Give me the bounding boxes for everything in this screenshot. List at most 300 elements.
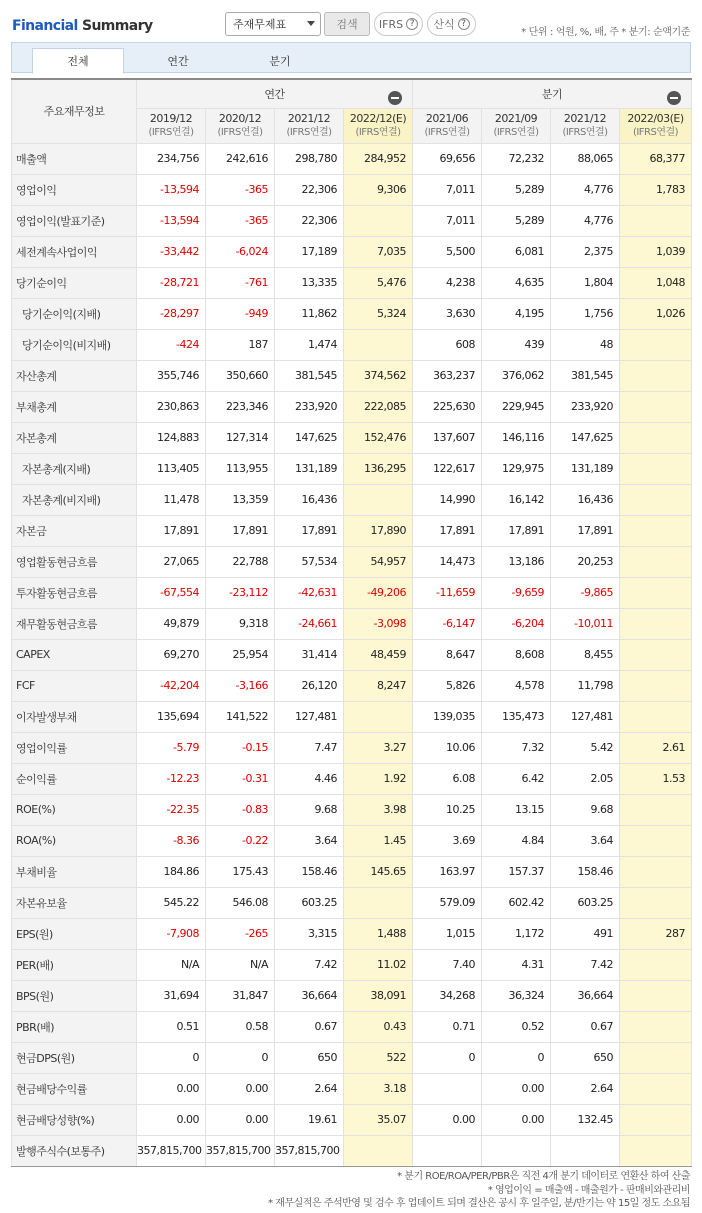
value-cell: 17,891	[482, 515, 551, 546]
value-cell: 7.42	[275, 949, 344, 980]
quarter-group-label: 분기	[541, 87, 563, 101]
value-cell: -9,865	[551, 577, 620, 608]
value-cell: 16,142	[482, 484, 551, 515]
value-cell: 152,476	[344, 422, 413, 453]
value-cell: 9.68	[275, 794, 344, 825]
value-cell: 1,756	[551, 298, 620, 329]
value-cell: 31,414	[275, 639, 344, 670]
table-row	[12, 143, 692, 174]
value-cell: 376,062	[482, 360, 551, 391]
value-cell: -42,204	[137, 670, 206, 701]
page-title-financial: Financial	[12, 18, 78, 34]
value-cell: 11,862	[275, 298, 344, 329]
row-label: 현금배당수익률	[12, 1073, 137, 1104]
value-cell	[344, 1135, 413, 1166]
row-label: ROE(%)	[12, 794, 137, 825]
value-cell: 19.61	[275, 1104, 344, 1135]
value-cell: 27,065	[137, 546, 206, 577]
row-label: 이자발생부채	[12, 701, 137, 732]
value-cell: 7.40	[413, 949, 482, 980]
value-cell	[344, 701, 413, 732]
value-cell: 163.97	[413, 856, 482, 887]
value-cell: 49,879	[137, 608, 206, 639]
value-cell: 7.42	[551, 949, 620, 980]
value-cell: -13,594	[137, 205, 206, 236]
row-label: 재무활동현금흐름	[12, 608, 137, 639]
value-cell: 69,656	[413, 143, 482, 174]
question-icon: ?	[406, 18, 418, 30]
statement-type-select[interactable]	[225, 12, 321, 36]
value-cell: 0	[413, 1042, 482, 1073]
period-date: 2022/12(E)	[349, 111, 407, 125]
value-cell: 545.22	[137, 887, 206, 918]
value-cell: 3.64	[275, 825, 344, 856]
value-cell: -49,206	[344, 577, 413, 608]
collapse-annual-icon[interactable]	[388, 91, 402, 105]
value-cell: 350,660	[206, 360, 275, 391]
value-cell: -365	[206, 174, 275, 205]
table-row	[12, 453, 692, 484]
value-cell: 88,065	[551, 143, 620, 174]
value-cell: 135,473	[482, 701, 551, 732]
value-cell: 0.67	[275, 1011, 344, 1042]
value-cell: 0.00	[482, 1104, 551, 1135]
value-cell: 0	[482, 1042, 551, 1073]
value-cell: 127,314	[206, 422, 275, 453]
value-cell: 0	[137, 1042, 206, 1073]
value-cell: 8,455	[551, 639, 620, 670]
row-label: 자본유보율	[12, 887, 137, 918]
value-cell: 0.00	[413, 1104, 482, 1135]
table-row	[12, 794, 692, 825]
formula-help-button[interactable]	[427, 12, 476, 36]
row-label: 현금배당성향(%)	[12, 1104, 137, 1135]
period-basis: (IFRS연결)	[424, 126, 470, 138]
value-cell	[620, 1104, 692, 1135]
footnotes	[268, 1170, 690, 1211]
value-cell: 10.06	[413, 732, 482, 763]
statement-type-value: 주재무제표	[233, 18, 287, 31]
value-cell: 357,815,700	[206, 1135, 275, 1166]
value-cell: 4.84	[482, 825, 551, 856]
value-cell: 491	[551, 918, 620, 949]
value-cell: 0.51	[137, 1011, 206, 1042]
value-cell: 1,474	[275, 329, 344, 360]
period-header	[620, 108, 692, 143]
value-cell: -13,594	[137, 174, 206, 205]
ifrs-help-button[interactable]	[374, 12, 423, 36]
value-cell: 4,776	[551, 174, 620, 205]
value-cell: 131,189	[275, 453, 344, 484]
value-cell: 22,306	[275, 174, 344, 205]
value-cell: 0.71	[413, 1011, 482, 1042]
value-cell: 3.69	[413, 825, 482, 856]
value-cell: 137,607	[413, 422, 482, 453]
value-cell: 14,990	[413, 484, 482, 515]
value-cell: 522	[344, 1042, 413, 1073]
value-cell: 147,625	[275, 422, 344, 453]
value-cell: 650	[275, 1042, 344, 1073]
ifrs-label: IFRS	[378, 17, 404, 31]
value-cell	[620, 856, 692, 887]
row-label: 순이익률	[12, 763, 137, 794]
value-cell: -9,659	[482, 577, 551, 608]
value-cell: 4,195	[482, 298, 551, 329]
value-cell: 72,232	[482, 143, 551, 174]
value-cell: 0.43	[344, 1011, 413, 1042]
period-header	[206, 108, 275, 143]
value-cell: 5,476	[344, 267, 413, 298]
quarter-group-header	[413, 79, 692, 108]
table-row	[12, 422, 692, 453]
value-cell: -6,204	[482, 608, 551, 639]
value-cell: 6.08	[413, 763, 482, 794]
value-cell: -67,554	[137, 577, 206, 608]
value-cell: -265	[206, 918, 275, 949]
value-cell	[620, 1011, 692, 1042]
period-date: 2021/12	[287, 111, 331, 125]
value-cell: N/A	[137, 949, 206, 980]
value-cell: 222,085	[344, 391, 413, 422]
value-cell: 4,635	[482, 267, 551, 298]
value-cell: 3.18	[344, 1073, 413, 1104]
value-cell: 141,522	[206, 701, 275, 732]
table-row	[12, 577, 692, 608]
row-label: 매출액	[12, 143, 137, 174]
value-cell: 9,306	[344, 174, 413, 205]
value-cell: 57,534	[275, 546, 344, 577]
table-row	[12, 639, 692, 670]
value-cell	[620, 949, 692, 980]
value-cell: 4,238	[413, 267, 482, 298]
table-row	[12, 329, 692, 360]
table-row	[12, 1011, 692, 1042]
value-cell: 7,011	[413, 174, 482, 205]
value-cell: 69,270	[137, 639, 206, 670]
value-cell: 0	[206, 1042, 275, 1073]
period-header	[551, 108, 620, 143]
value-cell: 38,091	[344, 980, 413, 1011]
period-date: 2020/12	[218, 111, 262, 125]
value-cell: 145.65	[344, 856, 413, 887]
value-cell: 13,359	[206, 484, 275, 515]
period-date: 2021/09	[494, 111, 538, 125]
value-cell: 3,630	[413, 298, 482, 329]
value-cell: -3,166	[206, 670, 275, 701]
value-cell: -8.36	[137, 825, 206, 856]
value-cell: 8,647	[413, 639, 482, 670]
value-cell: -28,721	[137, 267, 206, 298]
value-cell: 124,883	[137, 422, 206, 453]
table-row	[12, 701, 692, 732]
period-date: 2022/03(E)	[627, 111, 684, 125]
row-label: 자본총계(비지배)	[12, 484, 137, 515]
value-cell	[620, 887, 692, 918]
value-cell: 2,375	[551, 236, 620, 267]
page-title-summary: Summary	[77, 18, 153, 34]
value-cell: 546.08	[206, 887, 275, 918]
value-cell: 374,562	[344, 360, 413, 391]
value-cell	[620, 391, 692, 422]
value-cell: 11,478	[137, 484, 206, 515]
footnote: * 재무실적은 주석반영 및 검수 후 업데이트 되며 결산은 공시 후 일주일, 분/반기는 약 15일 정도 소요됨	[268, 1198, 690, 1209]
value-cell: 602.42	[482, 887, 551, 918]
value-cell	[620, 701, 692, 732]
collapse-quarter-icon[interactable]	[667, 91, 681, 105]
value-cell: 0.52	[482, 1011, 551, 1042]
period-header	[137, 108, 206, 143]
table-row	[12, 763, 692, 794]
value-cell: 113,955	[206, 453, 275, 484]
row-label: 자산총계	[12, 360, 137, 391]
value-cell	[620, 422, 692, 453]
value-cell: 1,488	[344, 918, 413, 949]
value-cell: 35.07	[344, 1104, 413, 1135]
formula-label: 산식	[433, 18, 455, 31]
value-cell: 127,481	[551, 701, 620, 732]
period-basis: (IFRS연결)	[562, 126, 608, 138]
value-cell: 5,826	[413, 670, 482, 701]
row-label: ROA(%)	[12, 825, 137, 856]
unit-note: * 단위 : 억원, %, 배, 주 * 분기: 순액기준	[521, 27, 690, 38]
row-label: 자본금	[12, 515, 137, 546]
value-cell: -424	[137, 329, 206, 360]
period-header	[482, 108, 551, 143]
table-row	[12, 515, 692, 546]
value-cell: 357,815,700	[137, 1135, 206, 1166]
value-cell: 1,039	[620, 236, 692, 267]
value-cell: 603.25	[551, 887, 620, 918]
value-cell	[620, 577, 692, 608]
table-row	[12, 546, 692, 577]
row-label: PER(배)	[12, 949, 137, 980]
value-cell: 5,289	[482, 174, 551, 205]
value-cell: 3.98	[344, 794, 413, 825]
value-cell: -0.15	[206, 732, 275, 763]
value-cell: 36,664	[275, 980, 344, 1011]
value-cell	[344, 887, 413, 918]
value-cell: 11,798	[551, 670, 620, 701]
value-cell: 2.64	[275, 1073, 344, 1104]
value-cell: 17,891	[206, 515, 275, 546]
row-label: 영업이익	[12, 174, 137, 205]
value-cell: 1.45	[344, 825, 413, 856]
value-cell: 2.61	[620, 732, 692, 763]
value-cell: 113,405	[137, 453, 206, 484]
row-label: 당기순이익	[12, 267, 137, 298]
value-cell: 26,120	[275, 670, 344, 701]
value-cell: -22.35	[137, 794, 206, 825]
value-cell	[344, 205, 413, 236]
period-header	[275, 108, 344, 143]
value-cell: 0.00	[482, 1073, 551, 1104]
table-row	[12, 1104, 692, 1135]
table-row	[12, 670, 692, 701]
period-basis: (IFRS연결)	[148, 126, 194, 138]
value-cell: -42,631	[275, 577, 344, 608]
value-cell: 6,081	[482, 236, 551, 267]
value-cell: -761	[206, 267, 275, 298]
period-basis: (IFRS연결)	[355, 126, 401, 138]
value-cell: 5.42	[551, 732, 620, 763]
value-cell: -10,011	[551, 608, 620, 639]
value-cell: 650	[551, 1042, 620, 1073]
value-cell: 135,694	[137, 701, 206, 732]
value-cell	[482, 1135, 551, 1166]
value-cell: 158.46	[551, 856, 620, 887]
table-row	[12, 391, 692, 422]
value-cell: 175.43	[206, 856, 275, 887]
value-cell	[620, 1135, 692, 1166]
value-cell: 1.92	[344, 763, 413, 794]
tab-quarter[interactable]: 분기	[269, 55, 291, 68]
table-row	[12, 174, 692, 205]
value-cell: 7.32	[482, 732, 551, 763]
value-cell: 17,891	[275, 515, 344, 546]
tab-annual[interactable]: 연간	[167, 55, 189, 68]
period-header	[344, 108, 413, 143]
value-cell: N/A	[206, 949, 275, 980]
table-row	[12, 1135, 692, 1166]
period-basis: (IFRS연결)	[286, 126, 332, 138]
period-basis: (IFRS연결)	[632, 126, 679, 138]
value-cell: 13,186	[482, 546, 551, 577]
value-cell: 608	[413, 329, 482, 360]
table-row	[12, 298, 692, 329]
value-cell: 20,253	[551, 546, 620, 577]
value-cell: 17,891	[551, 515, 620, 546]
value-cell: 2.64	[551, 1073, 620, 1104]
tab-all[interactable]: 전체	[32, 48, 124, 74]
value-cell: 158.46	[275, 856, 344, 887]
period-date: 2019/12	[149, 111, 193, 125]
value-cell: 16,436	[275, 484, 344, 515]
table-row	[12, 205, 692, 236]
value-cell: 4,776	[551, 205, 620, 236]
value-cell: 5,289	[482, 205, 551, 236]
value-cell: 1,026	[620, 298, 692, 329]
value-cell: 127,481	[275, 701, 344, 732]
value-cell: 17,189	[275, 236, 344, 267]
value-cell: 7.47	[275, 732, 344, 763]
table-row	[12, 1073, 692, 1104]
period-header	[413, 108, 482, 143]
value-cell: 14,473	[413, 546, 482, 577]
value-cell: 0.67	[551, 1011, 620, 1042]
value-cell	[620, 329, 692, 360]
value-cell: 284,952	[344, 143, 413, 174]
value-cell: 5,324	[344, 298, 413, 329]
value-cell: -12.23	[137, 763, 206, 794]
value-cell	[620, 794, 692, 825]
value-cell: 9.68	[551, 794, 620, 825]
value-cell: -7,908	[137, 918, 206, 949]
value-cell	[620, 484, 692, 515]
value-cell: 31,847	[206, 980, 275, 1011]
period-date: 2021/12	[563, 111, 607, 125]
value-cell	[344, 329, 413, 360]
value-cell: 234,756	[137, 143, 206, 174]
value-cell: 146,116	[482, 422, 551, 453]
row-label: 영업활동현금흐름	[12, 546, 137, 577]
table-row	[12, 980, 692, 1011]
value-cell: 54,957	[344, 546, 413, 577]
value-cell: -365	[206, 205, 275, 236]
value-cell: 147,625	[551, 422, 620, 453]
table-row	[12, 732, 692, 763]
value-cell: 132.45	[551, 1104, 620, 1135]
value-cell: 48	[551, 329, 620, 360]
value-cell: 122,617	[413, 453, 482, 484]
value-cell: 1.53	[620, 763, 692, 794]
value-cell: 233,920	[275, 391, 344, 422]
row-label: 투자활동현금흐름	[12, 577, 137, 608]
value-cell: 0.00	[206, 1104, 275, 1135]
value-cell: 2.05	[551, 763, 620, 794]
value-cell: 36,664	[551, 980, 620, 1011]
table-row	[12, 949, 692, 980]
row-label: 발행주식수(보통주)	[12, 1135, 137, 1166]
value-cell: 0.00	[137, 1104, 206, 1135]
row-label: CAPEX	[12, 639, 137, 670]
value-cell: 157.37	[482, 856, 551, 887]
value-cell: 129,975	[482, 453, 551, 484]
row-label: 당기순이익(비지배)	[12, 329, 137, 360]
value-cell: 242,616	[206, 143, 275, 174]
table-row	[12, 918, 692, 949]
value-cell: 363,237	[413, 360, 482, 391]
value-cell: -28,297	[137, 298, 206, 329]
value-cell: 230,863	[137, 391, 206, 422]
value-cell: 3.64	[551, 825, 620, 856]
annual-group-header	[137, 79, 413, 108]
period-basis: (IFRS연결)	[217, 126, 263, 138]
value-cell: 439	[482, 329, 551, 360]
value-cell: 17,891	[413, 515, 482, 546]
chevron-down-icon	[307, 21, 315, 26]
value-cell: 68,377	[620, 143, 692, 174]
value-cell	[620, 608, 692, 639]
value-cell: 233,920	[551, 391, 620, 422]
value-cell: 22,306	[275, 205, 344, 236]
corner-header: 주요재무정보	[12, 79, 137, 143]
row-label: PBR(배)	[12, 1011, 137, 1042]
value-cell	[620, 515, 692, 546]
value-cell: 4.31	[482, 949, 551, 980]
value-cell: 8,608	[482, 639, 551, 670]
value-cell: -33,442	[137, 236, 206, 267]
value-cell: 7,011	[413, 205, 482, 236]
table-row	[12, 1042, 692, 1073]
value-cell: -6,024	[206, 236, 275, 267]
table-row	[12, 856, 692, 887]
row-label: 당기순이익(지배)	[12, 298, 137, 329]
search-button[interactable]: 검색	[324, 12, 370, 36]
value-cell: 11.02	[344, 949, 413, 980]
value-cell: 184.86	[137, 856, 206, 887]
value-cell: 17,890	[344, 515, 413, 546]
row-label: FCF	[12, 670, 137, 701]
row-label: 부채총계	[12, 391, 137, 422]
value-cell: -3,098	[344, 608, 413, 639]
period-basis: (IFRS연결)	[493, 126, 539, 138]
value-cell	[620, 1073, 692, 1104]
value-cell: 1,048	[620, 267, 692, 298]
value-cell: -24,661	[275, 608, 344, 639]
value-cell	[620, 670, 692, 701]
value-cell	[413, 1135, 482, 1166]
value-cell: 287	[620, 918, 692, 949]
